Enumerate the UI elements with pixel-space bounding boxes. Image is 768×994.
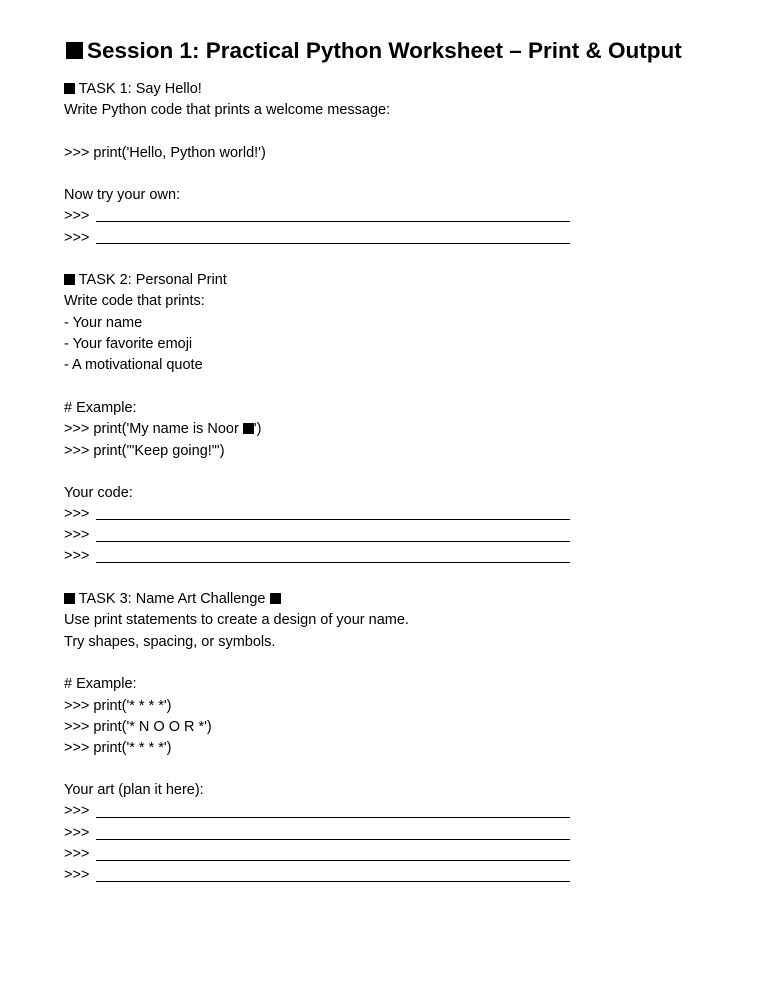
answer-line[interactable] xyxy=(96,243,570,244)
example-code-text: ') xyxy=(253,421,262,437)
task3-heading xyxy=(64,589,281,610)
square-bullet-icon xyxy=(64,593,75,604)
task3-instruction-2: Try shapes, spacing, or symbols. xyxy=(64,634,276,650)
task3-art-label: Your art (plan it here): xyxy=(64,782,204,798)
task2-prompt: >>> xyxy=(64,527,90,543)
title-text: Session 1: Practical Python Worksheet – Print & Output xyxy=(87,38,682,63)
task2-instruction: Write code that prints: xyxy=(64,293,205,309)
answer-line[interactable] xyxy=(96,541,570,542)
task2-heading xyxy=(64,270,227,291)
task1-prompt: >>> xyxy=(64,230,90,246)
task2-item: - Your name xyxy=(64,315,143,331)
task2-example-label: # Example: xyxy=(64,400,137,416)
task3-example: >>> print('* N O O R *') xyxy=(64,719,212,735)
emoji-placeholder-icon xyxy=(243,423,254,434)
task1-heading xyxy=(64,79,202,100)
square-bullet-icon xyxy=(66,42,83,59)
task1-example: >>> print('Hello, Python world!') xyxy=(64,145,266,161)
answer-line[interactable] xyxy=(96,562,570,563)
task1-instruction: Write Python code that prints a welcome message: xyxy=(64,102,391,118)
task2-code-label: Your code: xyxy=(64,485,133,501)
answer-line[interactable] xyxy=(96,519,570,520)
task2-example-2: >>> print('"Keep going!"') xyxy=(64,443,225,459)
task2-example-1 xyxy=(64,419,261,440)
task3-example: >>> print('* * * *') xyxy=(64,698,172,714)
task3-prompt: >>> xyxy=(64,867,90,883)
square-bullet-icon xyxy=(64,274,75,285)
task3-heading-text: TASK 3: Name Art Challenge xyxy=(78,591,266,607)
task1-try-label: Now try your own: xyxy=(64,187,181,203)
task2-prompt: >>> xyxy=(64,506,90,522)
example-code-text: >>> print('My name is Noor xyxy=(64,421,243,437)
task1-heading-text: TASK 1: Say Hello! xyxy=(78,81,202,97)
square-bullet-icon xyxy=(270,593,281,604)
page-title xyxy=(66,36,682,66)
task2-prompt: >>> xyxy=(64,548,90,564)
square-bullet-icon xyxy=(64,83,75,94)
task3-example-label: # Example: xyxy=(64,676,137,692)
task3-prompt: >>> xyxy=(64,803,90,819)
task3-prompt: >>> xyxy=(64,846,90,862)
answer-line[interactable] xyxy=(96,881,570,882)
answer-line[interactable] xyxy=(96,817,570,818)
task2-item: - A motivational quote xyxy=(64,357,203,373)
task3-prompt: >>> xyxy=(64,825,90,841)
task2-heading-text: TASK 2: Personal Print xyxy=(78,272,227,288)
task3-instruction-1: Use print statements to create a design of your name. xyxy=(64,612,409,628)
answer-line[interactable] xyxy=(96,860,570,861)
task2-item: - Your favorite emoji xyxy=(64,336,193,352)
task1-prompt: >>> xyxy=(64,208,90,224)
answer-line[interactable] xyxy=(96,221,570,222)
task3-example: >>> print('* * * *') xyxy=(64,740,172,756)
answer-line[interactable] xyxy=(96,839,570,840)
